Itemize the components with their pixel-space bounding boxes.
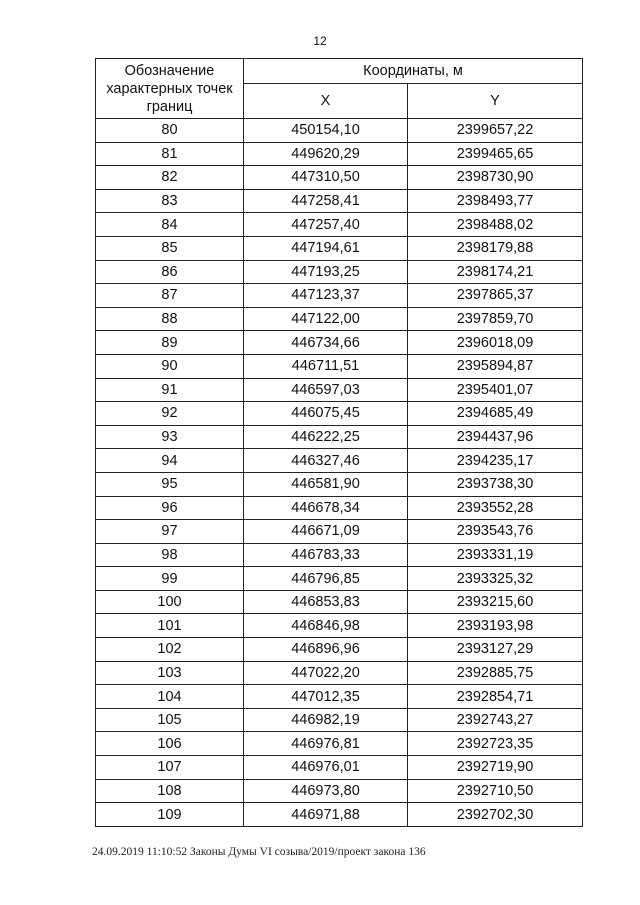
y-coordinate-cell: 2393738,30 [408, 472, 583, 496]
point-number-cell: 88 [96, 307, 244, 331]
y-coordinate-cell: 2398493,77 [408, 189, 583, 213]
x-coordinate-cell: 446671,09 [244, 520, 408, 544]
x-coordinate-cell: 446896,96 [244, 638, 408, 662]
table-row [96, 567, 583, 591]
y-coordinate-cell: 2393325,32 [408, 567, 583, 591]
point-number-cell: 106 [96, 732, 244, 756]
table-row [96, 496, 583, 520]
table-row [96, 236, 583, 260]
y-coordinate-cell: 2392719,90 [408, 756, 583, 780]
x-coordinate-cell: 447193,25 [244, 260, 408, 284]
point-number-cell: 92 [96, 402, 244, 426]
point-number-cell: 108 [96, 779, 244, 803]
y-coordinate-cell: 2397865,37 [408, 284, 583, 308]
x-coordinate-cell: 446327,46 [244, 449, 408, 473]
table-row [96, 472, 583, 496]
table-row [96, 166, 583, 190]
x-coordinate-cell: 450154,10 [244, 119, 408, 143]
table-row [96, 142, 583, 166]
point-number-cell: 85 [96, 236, 244, 260]
y-coordinate-cell: 2392702,30 [408, 803, 583, 827]
point-number-cell: 100 [96, 590, 244, 614]
point-number-cell: 81 [96, 142, 244, 166]
y-coordinate-cell: 2396018,09 [408, 331, 583, 355]
y-coordinate-cell: 2392885,75 [408, 661, 583, 685]
point-number-cell: 83 [96, 189, 244, 213]
header-coordinates: Координаты, м [244, 59, 583, 84]
point-number-cell: 87 [96, 284, 244, 308]
x-coordinate-cell: 447012,35 [244, 685, 408, 709]
y-coordinate-cell: 2398179,88 [408, 236, 583, 260]
table-row [96, 213, 583, 237]
y-coordinate-cell: 2393543,76 [408, 520, 583, 544]
x-coordinate-cell: 449620,29 [244, 142, 408, 166]
x-coordinate-cell: 447022,20 [244, 661, 408, 685]
x-coordinate-cell: 447123,37 [244, 284, 408, 308]
coordinates-table [95, 58, 583, 827]
y-coordinate-cell: 2395894,87 [408, 354, 583, 378]
point-number-cell: 91 [96, 378, 244, 402]
table-row [96, 779, 583, 803]
x-coordinate-cell: 446846,98 [244, 614, 408, 638]
table-row [96, 520, 583, 544]
table-row [96, 614, 583, 638]
table-row [96, 425, 583, 449]
table-row [96, 732, 583, 756]
y-coordinate-cell: 2393215,60 [408, 590, 583, 614]
y-coordinate-cell: 2392723,35 [408, 732, 583, 756]
x-coordinate-cell: 447194,61 [244, 236, 408, 260]
point-number-cell: 86 [96, 260, 244, 284]
point-number-cell: 107 [96, 756, 244, 780]
table-row [96, 284, 583, 308]
x-coordinate-cell: 446075,45 [244, 402, 408, 426]
table-body [96, 119, 583, 827]
x-coordinate-cell: 446711,51 [244, 354, 408, 378]
point-number-cell: 98 [96, 543, 244, 567]
x-coordinate-cell: 446973,80 [244, 779, 408, 803]
y-coordinate-cell: 2395401,07 [408, 378, 583, 402]
x-coordinate-cell: 446734,66 [244, 331, 408, 355]
x-coordinate-cell: 447257,40 [244, 213, 408, 237]
y-coordinate-cell: 2393552,28 [408, 496, 583, 520]
table-row [96, 756, 583, 780]
table-row [96, 543, 583, 567]
y-coordinate-cell: 2393193,98 [408, 614, 583, 638]
table-row [96, 449, 583, 473]
x-coordinate-cell: 447310,50 [244, 166, 408, 190]
y-coordinate-cell: 2392854,71 [408, 685, 583, 709]
point-number-cell: 101 [96, 614, 244, 638]
point-number-cell: 103 [96, 661, 244, 685]
y-coordinate-cell: 2394437,96 [408, 425, 583, 449]
table-row [96, 260, 583, 284]
table-row [96, 331, 583, 355]
y-coordinate-cell: 2399465,65 [408, 142, 583, 166]
point-number-cell: 102 [96, 638, 244, 662]
y-coordinate-cell: 2393127,29 [408, 638, 583, 662]
point-number-cell: 96 [96, 496, 244, 520]
table-row [96, 590, 583, 614]
y-coordinate-cell: 2392710,50 [408, 779, 583, 803]
header-designation: Обозначение характерных точек границ [96, 59, 244, 119]
point-number-cell: 82 [96, 166, 244, 190]
y-coordinate-cell: 2398730,90 [408, 166, 583, 190]
table-row [96, 708, 583, 732]
x-coordinate-cell: 446678,34 [244, 496, 408, 520]
table-row [96, 307, 583, 331]
x-coordinate-cell: 447122,00 [244, 307, 408, 331]
point-number-cell: 104 [96, 685, 244, 709]
x-coordinate-cell: 446597,03 [244, 378, 408, 402]
point-number-cell: 84 [96, 213, 244, 237]
y-coordinate-cell: 2397859,70 [408, 307, 583, 331]
y-coordinate-cell: 2399657,22 [408, 119, 583, 143]
x-coordinate-cell: 446581,90 [244, 472, 408, 496]
table-row [96, 378, 583, 402]
table-row [96, 119, 583, 143]
y-coordinate-cell: 2394235,17 [408, 449, 583, 473]
x-coordinate-cell: 446222,25 [244, 425, 408, 449]
table-row [96, 661, 583, 685]
table-row [96, 402, 583, 426]
x-coordinate-cell: 446853,83 [244, 590, 408, 614]
point-number-cell: 97 [96, 520, 244, 544]
x-coordinate-cell: 446971,88 [244, 803, 408, 827]
header-x: X [244, 84, 408, 119]
point-number-cell: 89 [96, 331, 244, 355]
table-row [96, 189, 583, 213]
x-coordinate-cell: 446976,01 [244, 756, 408, 780]
point-number-cell: 95 [96, 472, 244, 496]
point-number-cell: 93 [96, 425, 244, 449]
point-number-cell: 90 [96, 354, 244, 378]
y-coordinate-cell: 2392743,27 [408, 708, 583, 732]
point-number-cell: 105 [96, 708, 244, 732]
x-coordinate-cell: 446783,33 [244, 543, 408, 567]
x-coordinate-cell: 446982,19 [244, 708, 408, 732]
header-y: Y [408, 84, 583, 119]
point-number-cell: 109 [96, 803, 244, 827]
x-coordinate-cell: 446796,85 [244, 567, 408, 591]
point-number-cell: 80 [96, 119, 244, 143]
table-row [96, 685, 583, 709]
table-row [96, 638, 583, 662]
y-coordinate-cell: 2398174,21 [408, 260, 583, 284]
y-coordinate-cell: 2398488,02 [408, 213, 583, 237]
page-number: 12 [313, 34, 327, 48]
point-number-cell: 99 [96, 567, 244, 591]
table-row [96, 803, 583, 827]
table-row [96, 354, 583, 378]
footer-stamp: 24.09.2019 11:10:52 Законы Думы VI созыва/2019/проект закона 136 [92, 846, 426, 858]
x-coordinate-cell: 447258,41 [244, 189, 408, 213]
y-coordinate-cell: 2393331,19 [408, 543, 583, 567]
y-coordinate-cell: 2394685,49 [408, 402, 583, 426]
point-number-cell: 94 [96, 449, 244, 473]
x-coordinate-cell: 446976,81 [244, 732, 408, 756]
